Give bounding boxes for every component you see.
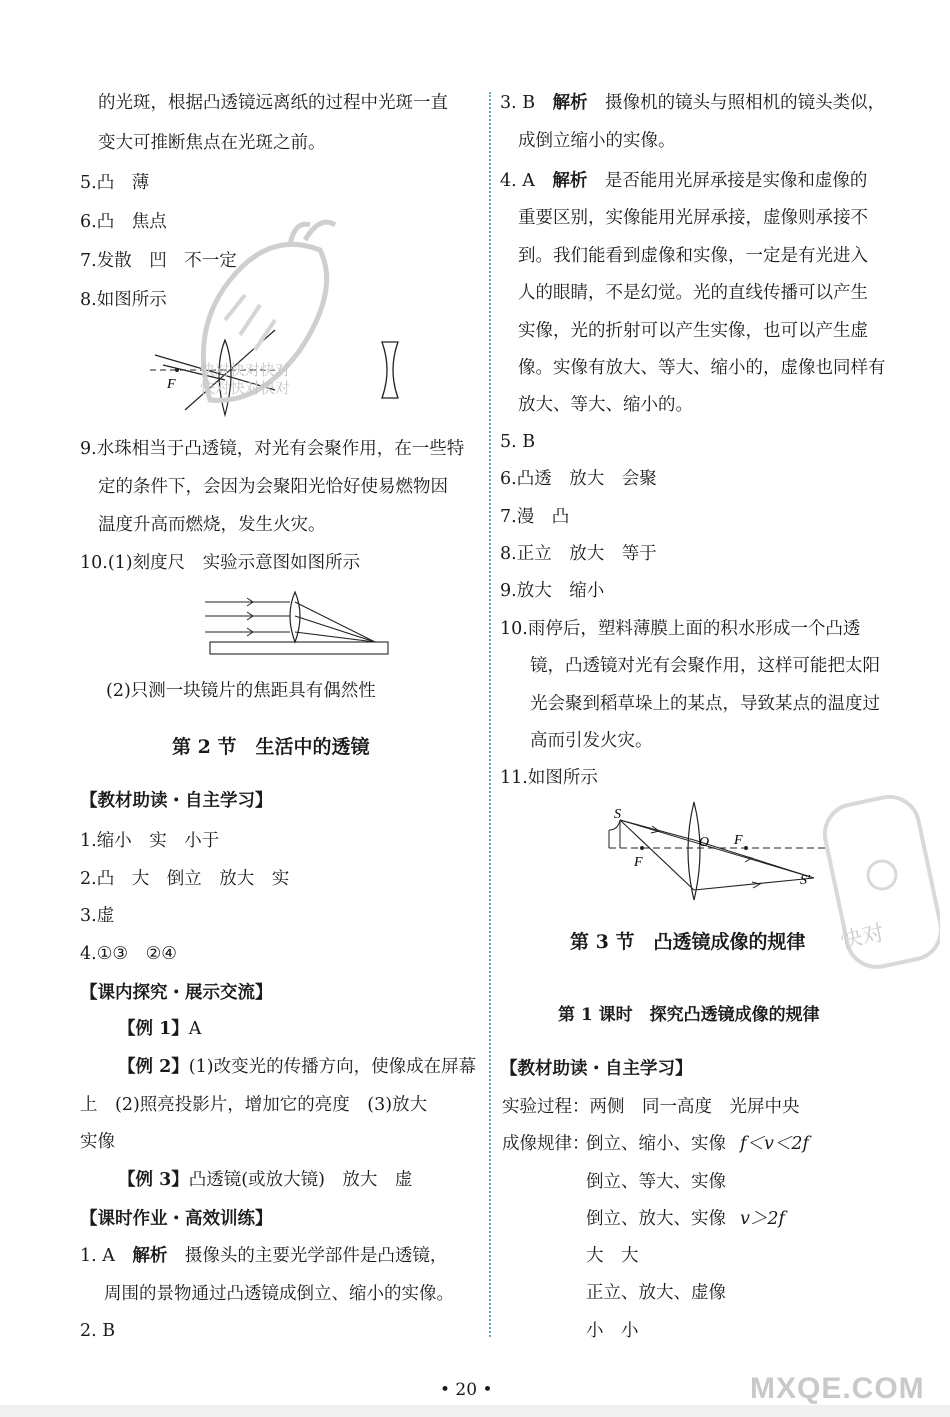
text-line: 定的条件下，会因为会聚阳光恰好使易燃物因 [98,477,448,497]
rule-3-condition: v＞2f [740,1209,785,1229]
answer-7: 7.漫 凸 [500,507,570,527]
block-header-homework: 【课时作业・高效训练】 [80,1209,273,1229]
text-line: 人的眼睛，不是幻觉。光的直线传播可以产生 [518,283,868,303]
text-line: 上 (2)照亮投影片，增加它的亮度 (3)放大 [80,1095,428,1115]
answer-9: 9.水珠相当于凸透镜，对光有会聚作用，在一些特 [80,439,465,459]
text-line: 实像，光的折射可以产生实像，也可以产生虚 [518,321,868,341]
text-line: 像。实像有放大、等大、缩小的，虚像也同样有 [518,358,886,378]
answer-10: 10.雨停后，塑料薄膜上面的积水形成一个凸透 [500,619,861,639]
answer-7: 7.发散 凹 不一定 [80,251,237,271]
answer-line: 3.虚 [80,906,115,926]
answer-10: 10.(1)刻度尺 实验示意图如图所示 [80,553,361,573]
rule-6: 小 小 [586,1321,639,1341]
example-2: 【例 2】(1)改变光的传播方向，使像成在屏幕 [118,1057,477,1077]
text-line: 实像 [80,1132,115,1152]
answer-5: 5. B [500,432,536,452]
text-line: 变大可推断焦点在光斑之前。 [98,133,326,153]
answer-8: 8.如图所示 [80,290,167,310]
text-line: 周围的景物通过凸透镜成倒立、缩小的实像。 [104,1284,454,1304]
answer-4: 4. A 解析 是否能用光屏承接是实像和虚像的 [500,171,868,191]
answer-11: 11.如图所示 [500,768,598,788]
answer-line: 1.缩小 实 小于 [80,831,220,851]
optical-center-label: O [699,835,710,850]
text-line: 成倒立缩小的实像。 [518,131,676,151]
example-3: 【例 3】凸透镜(或放大镜) 放大 虚 [118,1170,413,1190]
answer-10-2: (2)只测一块镜片的焦距具有偶然性 [106,681,376,701]
source-label: S [614,807,621,822]
rule-label: 成像规律： [502,1134,590,1154]
experiment-process: 实验过程：两侧 同一高度 光屏中央 [502,1097,800,1117]
text-line: 的光斑，根据凸透镜远离纸的过程中光斑一直 [98,93,448,113]
answer-9: 9.放大 缩小 [500,581,605,601]
bottom-edge [0,1405,950,1417]
answer-line: 4.①③ ②④ [80,944,177,964]
page-number: • 20 • [440,1380,493,1400]
homework-2: 2. B [80,1321,116,1341]
text-line: 镜，凸透镜对光有会聚作用，这样可能把太阳 [530,656,880,676]
rule-1: 倒立、缩小、实像 [586,1134,726,1154]
watermark-logo-right [820,790,940,980]
text-line: 重要区别，实像能用光屏承接，虚像则承接不 [518,208,868,228]
answer-6: 6.凸 焦点 [80,212,167,232]
text-line: 到。我们能看到虚像和实像，一定是有光进入 [518,246,868,266]
answer-8: 8.正立 放大 等于 [500,544,657,564]
lesson-title: 第 1 课时 探究凸透镜成像的规律 [558,1005,820,1025]
rule-5: 正立、放大、虚像 [586,1283,726,1303]
focal-label-right: F [734,833,743,848]
example-1: 【例 1】A [118,1019,202,1039]
column-divider [489,92,491,1337]
rule-1-condition: f＜v＜2f [740,1134,809,1154]
watermark-text: 快对快对快对 快对快对快对 [200,362,291,397]
watermark-site: MXQE.COM [750,1372,925,1405]
text-line: 放大、等大、缩小的。 [518,395,693,415]
section-title-3: 第 3 节 凸透镜成像的规律 [570,931,806,953]
answer-6: 6.凸透 放大 会聚 [500,469,657,489]
focal-length-diagram [205,590,395,660]
image-formation-diagram [604,800,834,905]
block-header-explore: 【课内探究・展示交流】 [80,983,273,1003]
block-header-study: 【教材助读・自主学习】 [500,1059,693,1079]
focal-label: F [167,377,176,392]
answer-5: 5.凸 薄 [80,173,150,193]
text-line: 光会聚到稻草垛上的某点，导致某点的温度过 [530,694,880,714]
rule-4: 大 大 [586,1246,639,1266]
rule-3: 倒立、放大、实像 [586,1209,726,1229]
watermark-text: 快对 [838,919,887,954]
homework-1: 1. A 解析 摄像头的主要光学部件是凸透镜， [80,1246,448,1266]
image-label: S′ [800,873,811,888]
rule-2: 倒立、等大、实像 [586,1172,726,1192]
answer-line: 2.凸 大 倒立 放大 实 [80,869,290,889]
text-line: 温度升高而燃烧，发生火灾。 [98,515,326,535]
answer-3: 3. B 解析 摄像机的镜头与照相机的镜头类似， [500,93,886,113]
focal-label-left: F [634,855,643,870]
text-line: 高而引发火灾。 [530,731,653,751]
section-title-2: 第 2 节 生活中的透镜 [172,736,370,758]
block-header-study: 【教材助读・自主学习】 [80,791,273,811]
